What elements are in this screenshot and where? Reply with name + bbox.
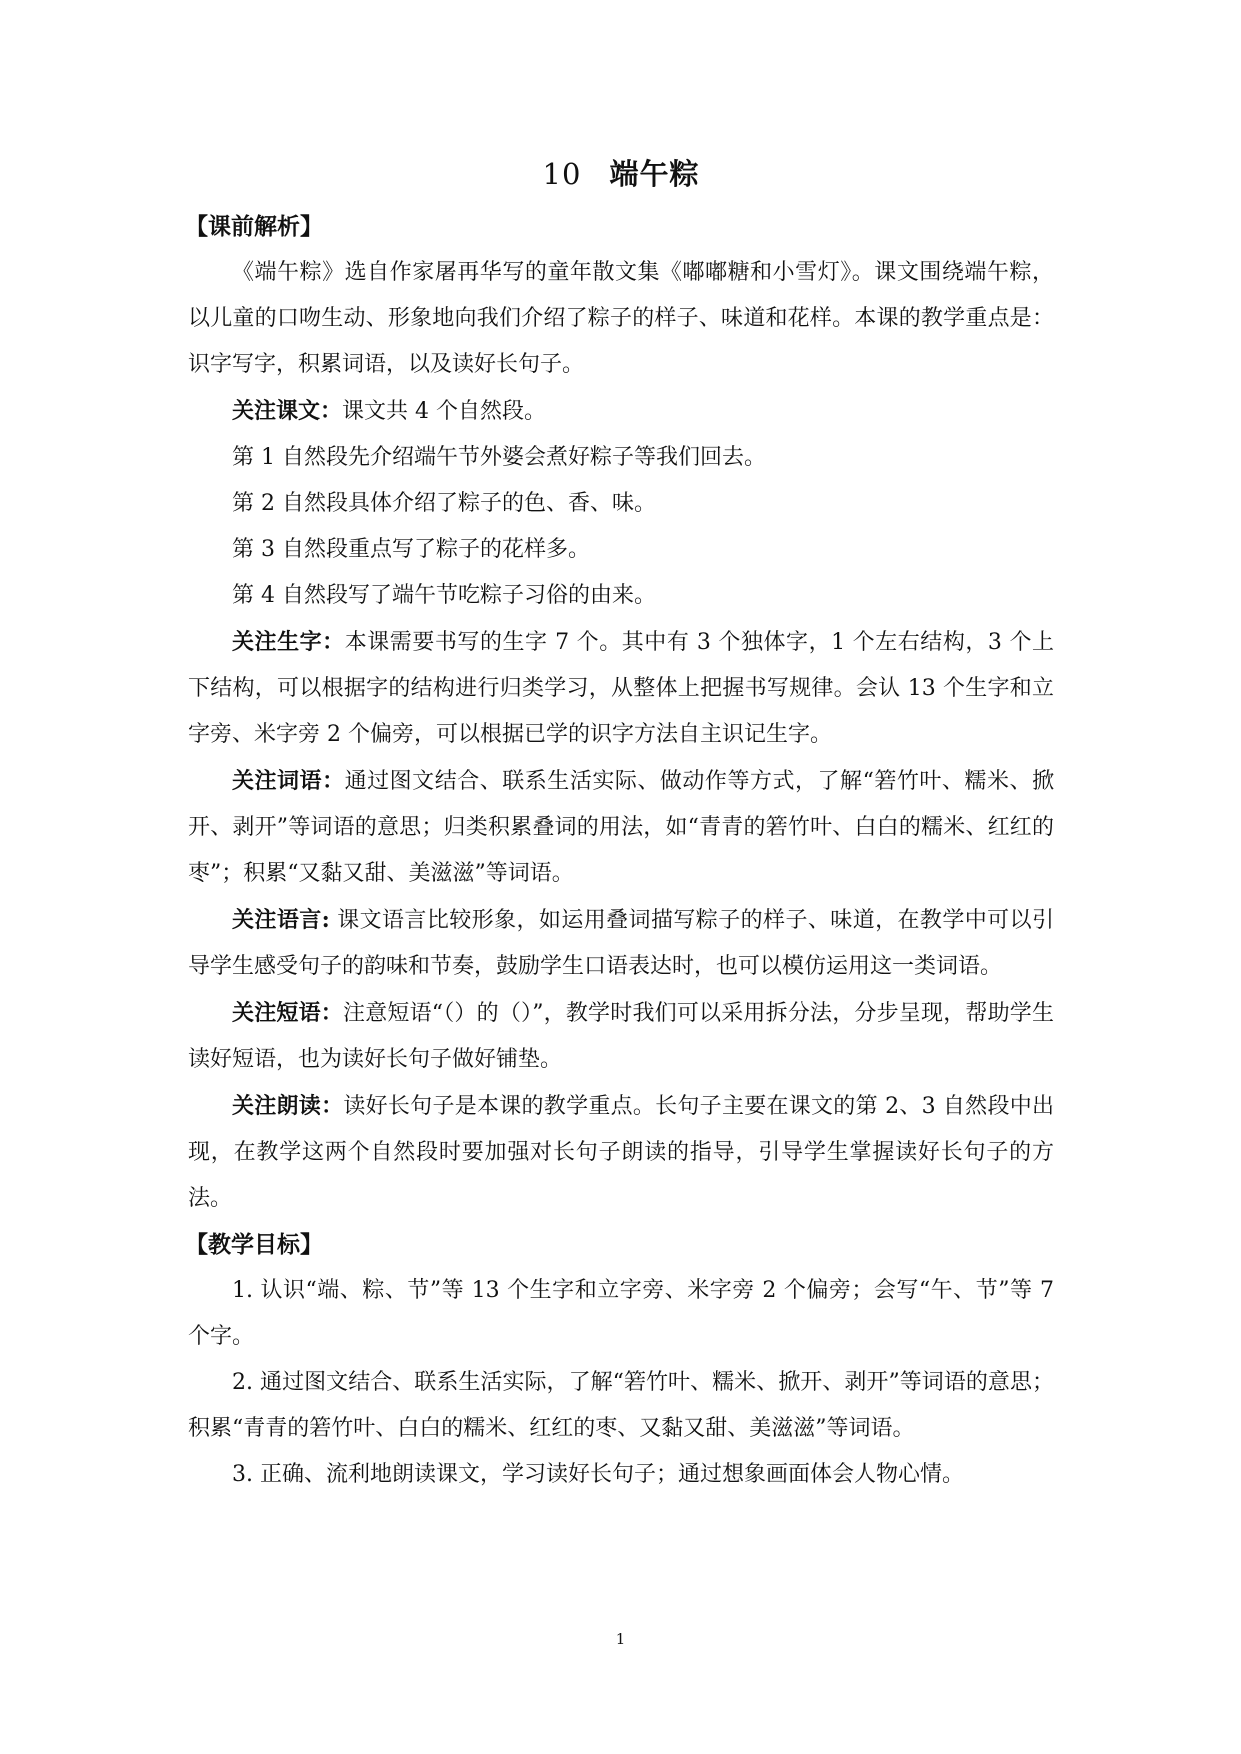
focus-chars-lead: 关注生字： xyxy=(232,629,345,655)
focus-reading-lead: 关注朗读： xyxy=(232,1093,344,1119)
focus-chars-paragraph xyxy=(188,619,1054,758)
goal-item-1: 1. 认识“端、粽、节”等 13 个生字和立字旁、米字旁 2 个偏旁；会写“午、节”等 7 个字。 xyxy=(188,1278,1054,1349)
document-page xyxy=(185,150,1054,1498)
focus-text-body: 课文共 4 个自然段。 xyxy=(342,399,546,424)
text-paragraph-summary-4: 第 4 自然段写了端午节吃粽子习俗的由来。 xyxy=(232,583,656,608)
focus-words-body: 通过图文结合、联系生活实际、做动作等方式，了解“箬竹叶、糯米、掀开、剥开”等词语的意思；归类积累叠词的用法，如“青青的箬竹叶、白白的糯米、红红的枣”；积累“又黏又甜、美滋滋”等词语。 xyxy=(188,769,1054,886)
section-heading-goals: 【教学目标】 xyxy=(185,1231,323,1258)
text-paragraph-summary-2: 第 2 自然段具体介绍了粽子的色、香、味。 xyxy=(232,491,656,516)
focus-language-paragraph xyxy=(188,897,1054,990)
goal-item-3: 3. 正确、流利地朗读课文，学习读好长句子；通过想象画面体会人物心情。 xyxy=(232,1462,964,1487)
focus-language-body: 课文语言比较形象，如运用叠词描写粽子的样子、味道，在教学中可以引导学生感受句子的韵味和节奏，鼓励学生口语表达时，也可以模仿运用这一类词语。 xyxy=(188,908,1054,979)
text-paragraph-summary-1: 第 1 自然段先介绍端午节外婆会煮好粽子等我们回去。 xyxy=(232,445,766,470)
focus-reading-paragraph xyxy=(188,1083,1054,1222)
section-heading-analysis: 【课前解析】 xyxy=(185,213,323,240)
text-paragraph-summary-3: 第 3 自然段重点写了粽子的花样多。 xyxy=(232,537,590,562)
goal-item-2: 2. 通过图文结合、联系生活实际，了解“箬竹叶、糯米、掀开、剥开”等词语的意思；积累“青青的箬竹叶、白白的糯米、红红的枣、又黏又甜、美滋滋”等词语。 xyxy=(188,1370,1054,1441)
lesson-title xyxy=(188,150,1054,198)
page-number: 1 xyxy=(615,1630,626,1648)
focus-text-lead: 关注课文： xyxy=(232,398,343,424)
focus-reading-body: 读好长句子是本课的教学重点。长句子主要在课文的第 2、3 自然段中出现，在教学这两个自然段时要加强对长句子朗读的指导，引导学生掌握读好长句子的方法。 xyxy=(188,1094,1054,1211)
analysis-intro: 《端午粽》选自作家屠再华写的童年散文集《嘟嘟糖和小雪灯》。课文围绕端午粽，以儿童的口吻生动、形象地向我们介绍了粽子的样子、味道和花样。本课的教学重点是：识字写字，积累词语，以及读好长句子。 xyxy=(188,260,1054,377)
focus-phrases-paragraph xyxy=(188,990,1054,1083)
focus-words-paragraph xyxy=(188,758,1054,897)
focus-phrases-lead: 关注短语： xyxy=(232,1000,343,1026)
focus-phrases-body: 注意短语“（）的（）”，教学时我们可以采用拆分法，分步呈现，帮助学生读好短语，也为读好长句子做好铺垫。 xyxy=(188,1001,1054,1072)
focus-text-paragraph xyxy=(188,388,1054,435)
focus-words-lead: 关注词语： xyxy=(232,768,345,794)
focus-language-lead: 关注语言: xyxy=(232,907,330,933)
lesson-title-text: 端午粽 xyxy=(609,157,700,191)
lesson-number: 10 xyxy=(542,157,582,191)
focus-chars-body: 本课需要书写的生字 7 个。其中有 3 个独体字，1 个左右结构，3 个上下结构，可以根据字的结构进行归类学习，从整体上把握书写规律。会认 13 个生字和立字旁、米字旁 2 个偏旁，可以根据已学的识字方法自主识记生字。 xyxy=(188,630,1054,747)
